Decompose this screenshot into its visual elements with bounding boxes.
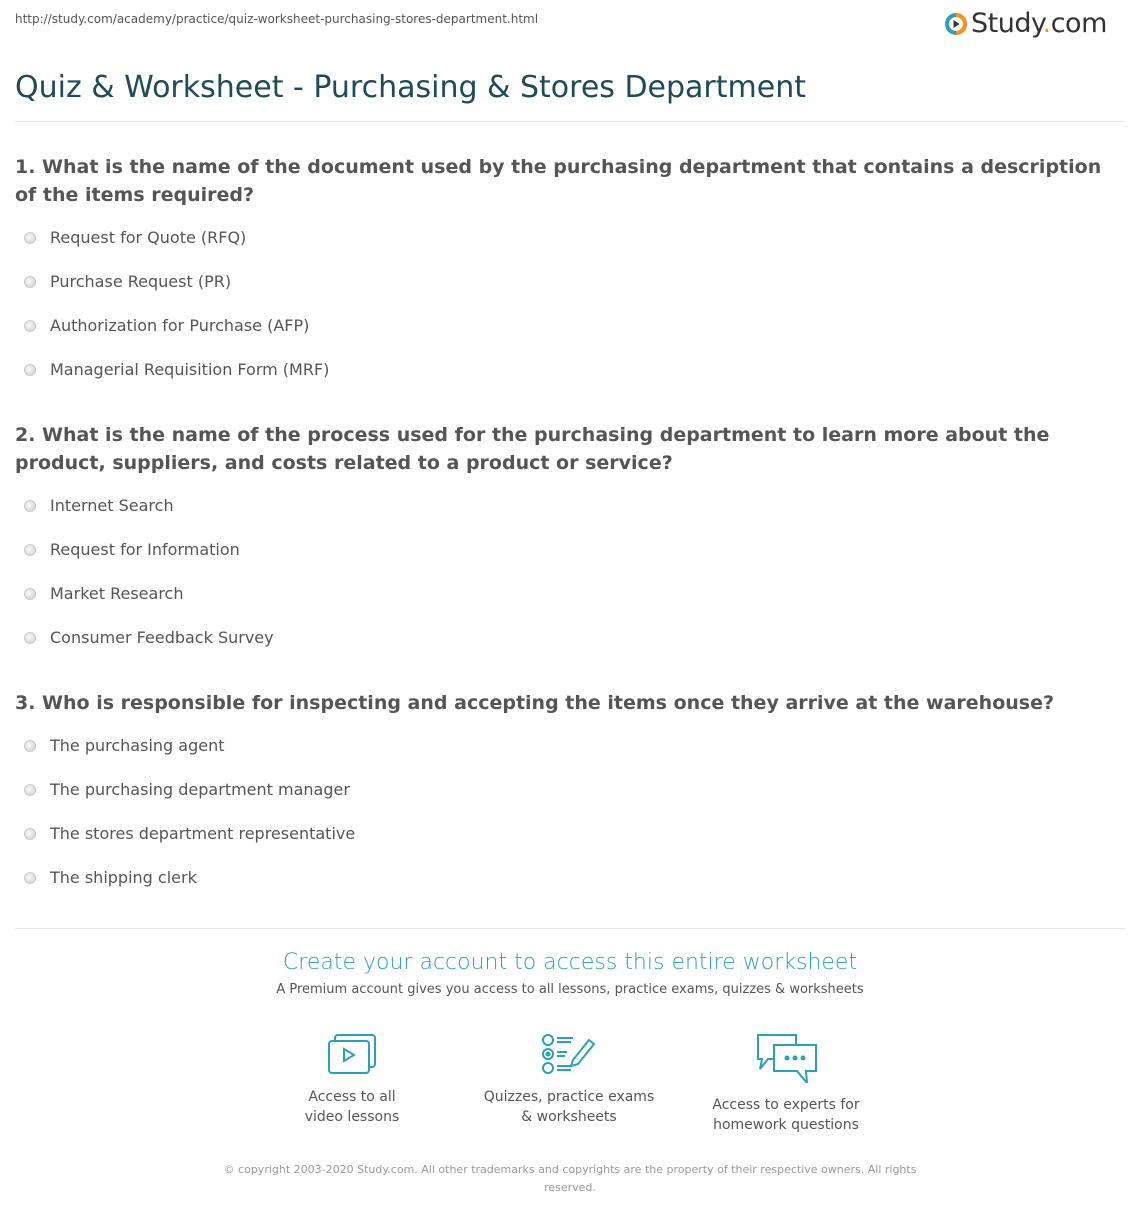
- radio-button[interactable]: [24, 740, 36, 752]
- option-label: Managerial Requisition Form (MRF): [50, 360, 330, 379]
- study-logo[interactable]: [944, 8, 1107, 39]
- feature-label: Access to experts for: [712, 1097, 860, 1113]
- question-2: 2. What is the name of the process used for the purchasing department to learn more about the product, suppliers, and costs related to a product or service?: [15, 424, 1050, 474]
- feature-video-lessons: [252, 1033, 452, 1127]
- option-label: The shipping clerk: [50, 868, 197, 887]
- answer-option[interactable]: [22, 824, 355, 868]
- page-title: Quiz & Worksheet - Purchasing & Stores Department: [15, 70, 806, 105]
- option-label: Market Research: [50, 584, 184, 603]
- answer-option[interactable]: [22, 628, 274, 672]
- feature-label: video lessons: [304, 1109, 400, 1125]
- chat-icon: [754, 1033, 818, 1083]
- video-lessons-icon: [327, 1033, 377, 1075]
- answer-option[interactable]: [22, 540, 274, 584]
- option-label: The purchasing department manager: [50, 780, 350, 799]
- quiz-icon: [541, 1033, 597, 1075]
- radio-button[interactable]: [24, 276, 36, 288]
- radio-button[interactable]: [24, 364, 36, 376]
- question-1: 1. What is the name of the document used by the purchasing department that contains a description of the items required?: [15, 156, 1102, 206]
- cta-title-link[interactable]: Create your account to access this entire worksheet: [282, 950, 858, 975]
- divider: [15, 121, 1125, 122]
- answer-option[interactable]: [22, 228, 329, 272]
- cta-subtitle: A Premium account gives you access to all lessons, practice exams, quizzes & worksheets: [276, 982, 864, 997]
- answer-option[interactable]: [22, 360, 329, 404]
- feature-label: Quizzes, practice exams: [483, 1089, 655, 1105]
- radio-button[interactable]: [24, 872, 36, 884]
- radio-button[interactable]: [24, 784, 36, 796]
- option-label: Request for Quote (RFQ): [50, 228, 247, 247]
- answer-option[interactable]: [22, 316, 329, 360]
- feature-label: Access to all: [308, 1089, 396, 1105]
- option-label: The purchasing agent: [50, 736, 225, 755]
- feature-experts: [686, 1033, 886, 1135]
- logo-dot: .: [1042, 8, 1051, 39]
- feature-label: & worksheets: [521, 1109, 617, 1125]
- radio-button[interactable]: [24, 588, 36, 600]
- radio-button[interactable]: [24, 500, 36, 512]
- answer-option[interactable]: [22, 496, 274, 540]
- radio-button[interactable]: [24, 632, 36, 644]
- answer-option[interactable]: [22, 584, 274, 628]
- answer-option[interactable]: [22, 272, 329, 316]
- page-url: http://study.com/academy/practice/quiz-worksheet-purchasing-stores-department.html: [15, 12, 539, 26]
- copyright-footer: © copyright 2003-2020 Study.com. All other trademarks and copyrights are the property of their respective owners. All rights reserved.: [223, 1163, 917, 1194]
- option-label: Authorization for Purchase (AFP): [50, 316, 310, 335]
- radio-button[interactable]: [24, 544, 36, 556]
- answer-option[interactable]: [22, 736, 355, 780]
- option-label: Request for Information: [50, 540, 240, 559]
- option-label: The stores department representative: [50, 824, 356, 843]
- feature-label: homework questions: [713, 1117, 859, 1133]
- radio-button[interactable]: [24, 232, 36, 244]
- question-1-options: [22, 228, 329, 404]
- option-label: Internet Search: [50, 496, 174, 515]
- divider: [15, 928, 1125, 929]
- answer-option[interactable]: [22, 780, 355, 824]
- option-label: Purchase Request (PR): [50, 272, 232, 291]
- question-3-options: [22, 736, 355, 912]
- radio-button[interactable]: [24, 828, 36, 840]
- question-2-options: [22, 496, 274, 672]
- answer-option[interactable]: [22, 868, 355, 912]
- question-3: 3. Who is responsible for inspecting and accepting the items once they arrive at the warehouse?: [15, 692, 1054, 714]
- play-logo-icon: [944, 12, 968, 36]
- option-label: Consumer Feedback Survey: [50, 628, 274, 647]
- feature-quizzes: [469, 1033, 669, 1127]
- logo-suffix: com: [1050, 8, 1107, 39]
- radio-button[interactable]: [24, 320, 36, 332]
- logo-text: Study: [971, 8, 1043, 39]
